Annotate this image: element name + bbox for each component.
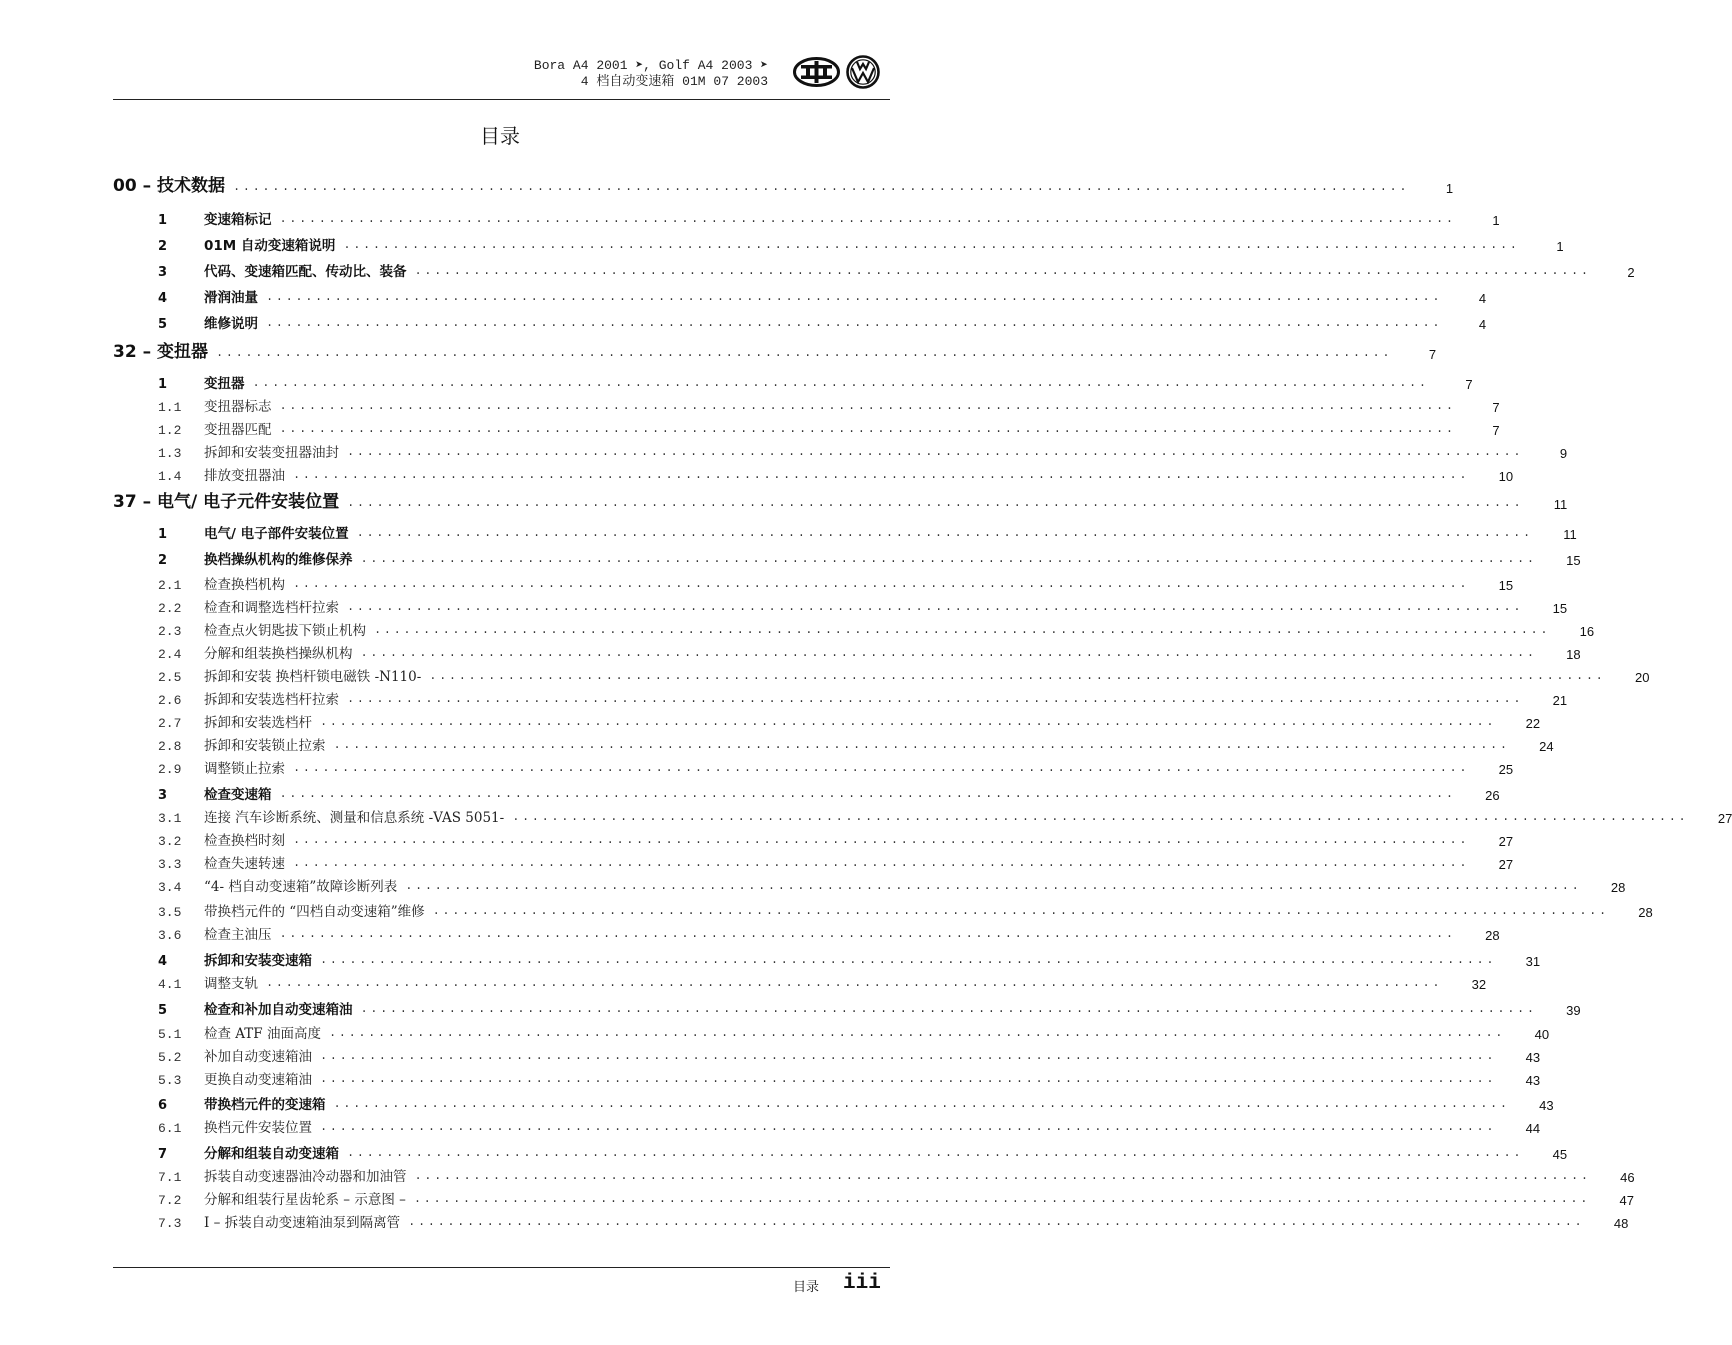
toc-entry-number: 3.4 xyxy=(158,880,182,895)
toc-entry[interactable] xyxy=(113,393,1500,415)
toc-entry-title: 检查失速转速 xyxy=(204,856,285,872)
toc-entry-title: 维修说明 xyxy=(204,316,258,332)
toc-entry-number: 5 xyxy=(158,317,168,332)
toc-entry-number: 2.6 xyxy=(158,693,182,708)
toc-entry-title: “4- 档自动变速箱”故障诊断列表 xyxy=(204,879,398,895)
toc-entry-title: 检查换档时刻 xyxy=(204,833,285,849)
toc-entry-number: 4 xyxy=(158,954,168,969)
dot-leader: ........................................................................................................................ xyxy=(293,468,1470,482)
toc-entry-page: 43 xyxy=(1525,1073,1541,1088)
toc-entry-page: 16 xyxy=(1579,624,1595,639)
toc-entry[interactable] xyxy=(113,1140,1568,1162)
toc-entry-page: 1 xyxy=(1556,239,1564,254)
toc-entry[interactable] xyxy=(113,996,1581,1018)
toc-entry-page: 4 xyxy=(1478,317,1487,332)
toc-entry-number: 1.1 xyxy=(158,400,182,415)
dot-leader: ........................................................................................................................ xyxy=(347,1146,1524,1160)
toc-entry-number: 2.2 xyxy=(158,601,182,616)
toc-entry-title: Ⅰ – 拆装自动变速箱油泵到隔离管 xyxy=(204,1215,401,1231)
dot-leader: ........................................................................................................................ xyxy=(320,1120,1497,1134)
toc-entry-number: 2.8 xyxy=(158,739,182,754)
toc-entry[interactable] xyxy=(113,571,1514,593)
toc-entry-number: 3.6 xyxy=(158,928,182,943)
toc-entry-page: 10 xyxy=(1498,469,1514,484)
toc-chapter[interactable] xyxy=(113,340,1437,362)
toc-entry[interactable] xyxy=(113,873,1626,895)
toc-entry[interactable] xyxy=(113,755,1514,777)
toc-entry[interactable] xyxy=(113,709,1541,731)
toc-entry-number: 1.4 xyxy=(158,469,182,484)
toc-entry[interactable] xyxy=(113,546,1581,568)
dot-leader: ........................................................................................................................ xyxy=(414,264,1591,278)
dot-leader: ........................................................................................................................ xyxy=(320,1072,1497,1086)
toc-entry-title: 补加自动变速箱油 xyxy=(204,1049,312,1065)
toc-entry-page: 11 xyxy=(1563,527,1577,542)
toc-entry-title: 32 – 变扭器 xyxy=(113,342,208,362)
toc-entry-title: 变扭器标志 xyxy=(204,399,272,415)
toc-entry-page: 32 xyxy=(1471,977,1487,992)
toc-entry-title: 分解和组装行星齿轮系 – 示意图 – xyxy=(204,1192,406,1208)
toc-entry-title: 变扭器 xyxy=(204,376,245,392)
toc-entry[interactable] xyxy=(113,439,1568,461)
toc-entry-number: 2.3 xyxy=(158,624,182,639)
dot-leader: ........................................................................................................................ xyxy=(266,290,1443,304)
toc-entry-title: 带换档元件的 “四档自动变速箱”维修 xyxy=(204,904,425,920)
toc-entry[interactable] xyxy=(113,1043,1541,1065)
dot-leader: ........................................................................................................................ xyxy=(279,212,1456,226)
toc-entry-title: 拆卸和安装选档杆拉索 xyxy=(204,692,339,708)
toc-entry-number: 1 xyxy=(158,213,168,228)
dot-leader: ........................................................................................................................ xyxy=(333,738,1510,752)
toc-entry-page: 24 xyxy=(1539,739,1554,754)
toc-entry-page: 39 xyxy=(1566,1003,1581,1018)
toc-entry-number: 6.1 xyxy=(158,1121,182,1136)
dot-leader: ........................................................................................................................ xyxy=(333,1097,1510,1111)
toc-entry-page: 31 xyxy=(1525,954,1541,969)
dot-leader: ........................................................................................................................ xyxy=(408,1215,1585,1229)
dot-leader: ........................................................................................................................ xyxy=(279,399,1456,413)
header-line-2: 4 档自动变速箱 01M 07 2003 xyxy=(580,74,768,89)
dot-leader: ........................................................................................................................ xyxy=(320,953,1497,967)
toc-entry-title: 37 – 电气/ 电子元件安装位置 xyxy=(113,492,340,512)
toc-entry[interactable] xyxy=(113,206,1500,228)
toc-entry[interactable] xyxy=(113,1186,1635,1208)
toc-entry-page: 21 xyxy=(1552,693,1568,708)
dot-leader: ........................................................................................................................ xyxy=(320,715,1497,729)
toc-entry-number: 5 xyxy=(158,1003,168,1018)
footer-page-number: iii xyxy=(843,1272,881,1295)
toc-entry-number: 6 xyxy=(158,1098,168,1113)
toc-entry-number: 2 xyxy=(158,239,168,254)
toc-entry-number: 4.1 xyxy=(158,977,182,992)
toc-entry-page: 46 xyxy=(1620,1170,1635,1185)
toc-entry-number: 4 xyxy=(158,291,168,306)
toc-entry[interactable] xyxy=(113,781,1500,803)
dot-leader: ........................................................................................................................ xyxy=(347,496,1524,510)
toc-entry-number: 2.4 xyxy=(158,647,182,662)
dot-leader: ........................................................................................................................ xyxy=(328,1026,1506,1040)
toc-entry-title: 拆卸和安装变速箱 xyxy=(204,953,312,969)
dot-leader: ........................................................................................................................ xyxy=(293,577,1470,591)
toc-entry-number: 5.3 xyxy=(158,1073,182,1088)
dot-leader: ........................................................................................................................ xyxy=(347,445,1524,459)
toc-chapter[interactable] xyxy=(113,174,1454,196)
toc-entry-title: 拆卸和安装变扭器油封 xyxy=(204,445,339,461)
toc-entry-number: 5.1 xyxy=(158,1027,182,1042)
toc-entry[interactable] xyxy=(113,1209,1629,1231)
toc-entry[interactable] xyxy=(113,310,1487,332)
toc-entry-number: 2.9 xyxy=(158,762,182,777)
toc-entry-title: 代码、变速箱匹配、传动比、装备 xyxy=(204,264,407,280)
dot-leader: ........................................................................................................................ xyxy=(266,316,1443,330)
header-line-1: Bora A4 2001 ➤, Golf A4 2003 ➤ xyxy=(533,58,768,73)
toc-entry-title: 换档操纵机构的维修保养 xyxy=(204,552,353,568)
toc-entry-title: 变扭器匹配 xyxy=(204,422,272,438)
dot-leader: ........................................................................................................................ xyxy=(293,856,1470,870)
toc-entry-title: 调整锁止拉索 xyxy=(204,761,285,777)
toc-entry-title: 滑润油量 xyxy=(204,290,258,306)
toc-entry-page: 9 xyxy=(1559,446,1568,461)
dot-leader: ........................................................................................................................ xyxy=(343,238,1520,252)
toc-entry-number: 2.7 xyxy=(158,716,182,731)
toc-entry-title: 检查点火钥匙拔下锁止机构 xyxy=(204,623,366,639)
dot-leader: ........................................................................................................................ xyxy=(279,927,1456,941)
toc-entry[interactable] xyxy=(113,732,1554,754)
toc-entry[interactable] xyxy=(113,594,1568,616)
toc-entry[interactable] xyxy=(113,921,1500,943)
toc-entry-number: 1 xyxy=(158,527,168,542)
toc-entry-title: 换档元件安装位置 xyxy=(204,1120,312,1136)
toc-entry[interactable] xyxy=(113,827,1514,849)
toc-entry-title: 检查主油压 xyxy=(204,927,272,943)
dot-leader: ........................................................................................................................ xyxy=(266,976,1443,990)
dot-leader: ........................................................................................................................ xyxy=(512,810,1689,824)
toc-entry-page: 43 xyxy=(1525,1050,1541,1065)
toc-entry-page: 40 xyxy=(1534,1027,1550,1042)
toc-entry[interactable] xyxy=(113,947,1541,969)
toc-entry-page: 1 xyxy=(1492,213,1500,228)
toc-entry-number: 1.2 xyxy=(158,423,182,438)
toc-entry-page: 48 xyxy=(1613,1216,1629,1231)
dot-leader: ........................................................................................................................ xyxy=(233,180,1410,194)
toc-entry-page: 26 xyxy=(1485,788,1500,803)
toc-entry-page: 22 xyxy=(1525,716,1541,731)
dot-leader: ........................................................................................................................ xyxy=(374,623,1551,637)
dot-leader: ........................................................................................................................ xyxy=(360,552,1537,566)
faw-logo-icon xyxy=(793,57,840,87)
dot-leader: ........................................................................................................................ xyxy=(429,669,1606,683)
toc-entry[interactable] xyxy=(113,686,1568,708)
toc-entry-page: 1 xyxy=(1445,181,1454,196)
toc-entry[interactable] xyxy=(113,1091,1554,1113)
toc-entry-number: 3 xyxy=(158,265,168,280)
toc-entry-page: 15 xyxy=(1566,553,1581,568)
toc-entry-number: 7.1 xyxy=(158,1170,182,1185)
toc-entry-page: 27 xyxy=(1498,857,1514,872)
toc-entry-number: 5.2 xyxy=(158,1050,182,1065)
toc-entry-page: 2 xyxy=(1627,265,1635,280)
vw-logo-icon xyxy=(846,55,880,89)
toc-entry-title: 检查和调整选档杆拉索 xyxy=(204,600,339,616)
toc-chapter[interactable] xyxy=(113,490,1568,512)
toc-entry-number: 1.3 xyxy=(158,446,182,461)
header-text xyxy=(534,58,768,90)
toc-entry[interactable] xyxy=(113,1163,1635,1185)
toc-entry-number: 1 xyxy=(158,377,168,392)
toc-entry[interactable] xyxy=(113,804,1732,826)
dot-leader: ........................................................................................................................ xyxy=(216,346,1393,360)
dot-leader: ........................................................................................................................ xyxy=(279,787,1456,801)
toc-entry-page: 7 xyxy=(1492,400,1500,415)
toc-entry-title: 电气/ 电子部件安装位置 xyxy=(204,526,349,542)
toc-entry-page: 7 xyxy=(1465,377,1473,392)
dot-leader: ........................................................................................................................ xyxy=(347,600,1524,614)
toc-entry[interactable] xyxy=(113,617,1595,639)
dot-leader: ........................................................................................................................ xyxy=(356,526,1533,540)
toc-entry-title: 检查变速箱 xyxy=(204,787,272,803)
dot-leader: ........................................................................................................................ xyxy=(320,1049,1497,1063)
toc-entry[interactable] xyxy=(113,416,1500,438)
toc-entry-page: 45 xyxy=(1552,1147,1568,1162)
toc-entry[interactable] xyxy=(113,520,1577,542)
dot-leader: ........................................................................................................................ xyxy=(347,692,1524,706)
toc-entry-number: 7.2 xyxy=(158,1193,182,1208)
toc-entry-page: 28 xyxy=(1485,928,1500,943)
toc-entry-page: 15 xyxy=(1552,601,1568,616)
toc-entry[interactable] xyxy=(113,284,1487,306)
toc-entry-number: 2.5 xyxy=(158,670,182,685)
toc-entry-number: 2.1 xyxy=(158,578,182,593)
page-title: 目录 xyxy=(480,124,520,148)
dot-leader: ........................................................................................................................ xyxy=(413,1192,1591,1206)
toc-entry-page: 44 xyxy=(1525,1121,1541,1136)
toc-entry[interactable] xyxy=(113,232,1564,254)
dot-leader: ........................................................................................................................ xyxy=(360,1002,1537,1016)
toc-entry-number: 2 xyxy=(158,553,168,568)
toc-entry-title: 拆卸和安装锁止拉索 xyxy=(204,738,326,754)
toc-entry-page: 11 xyxy=(1553,497,1568,512)
toc-entry-page: 18 xyxy=(1566,647,1581,662)
dot-leader: ........................................................................................................................ xyxy=(252,376,1429,390)
toc-entry-number: 7.3 xyxy=(158,1216,182,1231)
toc-entry-title: 检查 ATF 油面高度 xyxy=(204,1026,321,1042)
toc-entry[interactable] xyxy=(113,850,1514,872)
toc-entry-title: 00 – 技术数据 xyxy=(113,176,225,196)
toc-entry-title: 调整支轨 xyxy=(204,976,258,992)
toc-entry-number: 3.1 xyxy=(158,811,182,826)
toc-entry[interactable] xyxy=(113,970,1487,992)
toc-entry-title: 拆装自动变速器油冷动器和加油管 xyxy=(204,1169,407,1185)
toc-entry-page: 4 xyxy=(1478,291,1487,306)
toc-entry[interactable] xyxy=(113,258,1635,280)
toc-entry-title: 01M 自动变速箱说明 xyxy=(204,238,336,254)
toc-entry-title: 拆卸和安装 换档杆锁电磁铁 -N110- xyxy=(204,669,422,685)
toc-entry-title: 分解和组装换档操纵机构 xyxy=(204,646,353,662)
toc-entry-page: 27 xyxy=(1498,834,1514,849)
toc-entry-title: 变速箱标记 xyxy=(204,212,272,228)
footer-divider xyxy=(113,1267,890,1268)
toc-entry[interactable] xyxy=(113,898,1653,920)
dot-leader: ........................................................................................................................ xyxy=(414,1169,1591,1183)
toc-entry-title: 检查换档机构 xyxy=(204,577,285,593)
dot-leader: ........................................................................................................................ xyxy=(405,879,1582,893)
toc-entry-page: 28 xyxy=(1610,880,1626,895)
toc-entry-title: 排放变扭器油 xyxy=(204,468,285,484)
dot-leader: ........................................................................................................................ xyxy=(293,833,1470,847)
toc-entry[interactable] xyxy=(113,663,1650,685)
toc-entry-title: 检查和补加自动变速箱油 xyxy=(204,1002,353,1018)
toc-entry[interactable] xyxy=(113,462,1514,484)
toc-entry-number: 7 xyxy=(158,1147,168,1162)
toc-entry-page: 7 xyxy=(1428,347,1437,362)
footer-label: 目录 xyxy=(793,1280,820,1295)
toc-entry-page: 43 xyxy=(1539,1098,1554,1113)
toc-entry-title: 拆卸和安装选档杆 xyxy=(204,715,312,731)
toc-entry-page: 25 xyxy=(1498,762,1514,777)
dot-leader: ........................................................................................................................ xyxy=(432,904,1609,918)
toc-entry-number: 3.2 xyxy=(158,834,182,849)
toc-entry-title: 连接 汽车诊断系统、测量和信息系统 -VAS 5051- xyxy=(204,810,505,826)
dot-leader: ........................................................................................................................ xyxy=(279,422,1456,436)
dot-leader: ........................................................................................................................ xyxy=(293,761,1470,775)
dot-leader: ........................................................................................................................ xyxy=(360,646,1537,660)
toc-entry[interactable] xyxy=(113,370,1473,392)
toc-entry-page: 7 xyxy=(1492,423,1500,438)
page-header xyxy=(113,55,890,100)
toc-entry[interactable] xyxy=(113,640,1581,662)
toc-entry-title: 带换档元件的变速箱 xyxy=(204,1097,326,1113)
toc-entry-title: 更换自动变速箱油 xyxy=(204,1072,312,1088)
toc-entry-number: 3.5 xyxy=(158,905,182,920)
toc-entry-page: 15 xyxy=(1498,578,1514,593)
toc-entry-number: 3.3 xyxy=(158,857,182,872)
toc-entry-title: 分解和组装自动变速箱 xyxy=(204,1146,339,1162)
toc-entry-page: 47 xyxy=(1619,1193,1635,1208)
toc-entry[interactable] xyxy=(113,1114,1541,1136)
toc-entry[interactable] xyxy=(113,1066,1541,1088)
toc-entry-number: 3 xyxy=(158,788,168,803)
toc-entry-page: 28 xyxy=(1638,905,1653,920)
toc-entry-page: 27 xyxy=(1717,811,1732,826)
toc-entry[interactable] xyxy=(113,1020,1550,1042)
toc-entry-page: 20 xyxy=(1634,670,1650,685)
